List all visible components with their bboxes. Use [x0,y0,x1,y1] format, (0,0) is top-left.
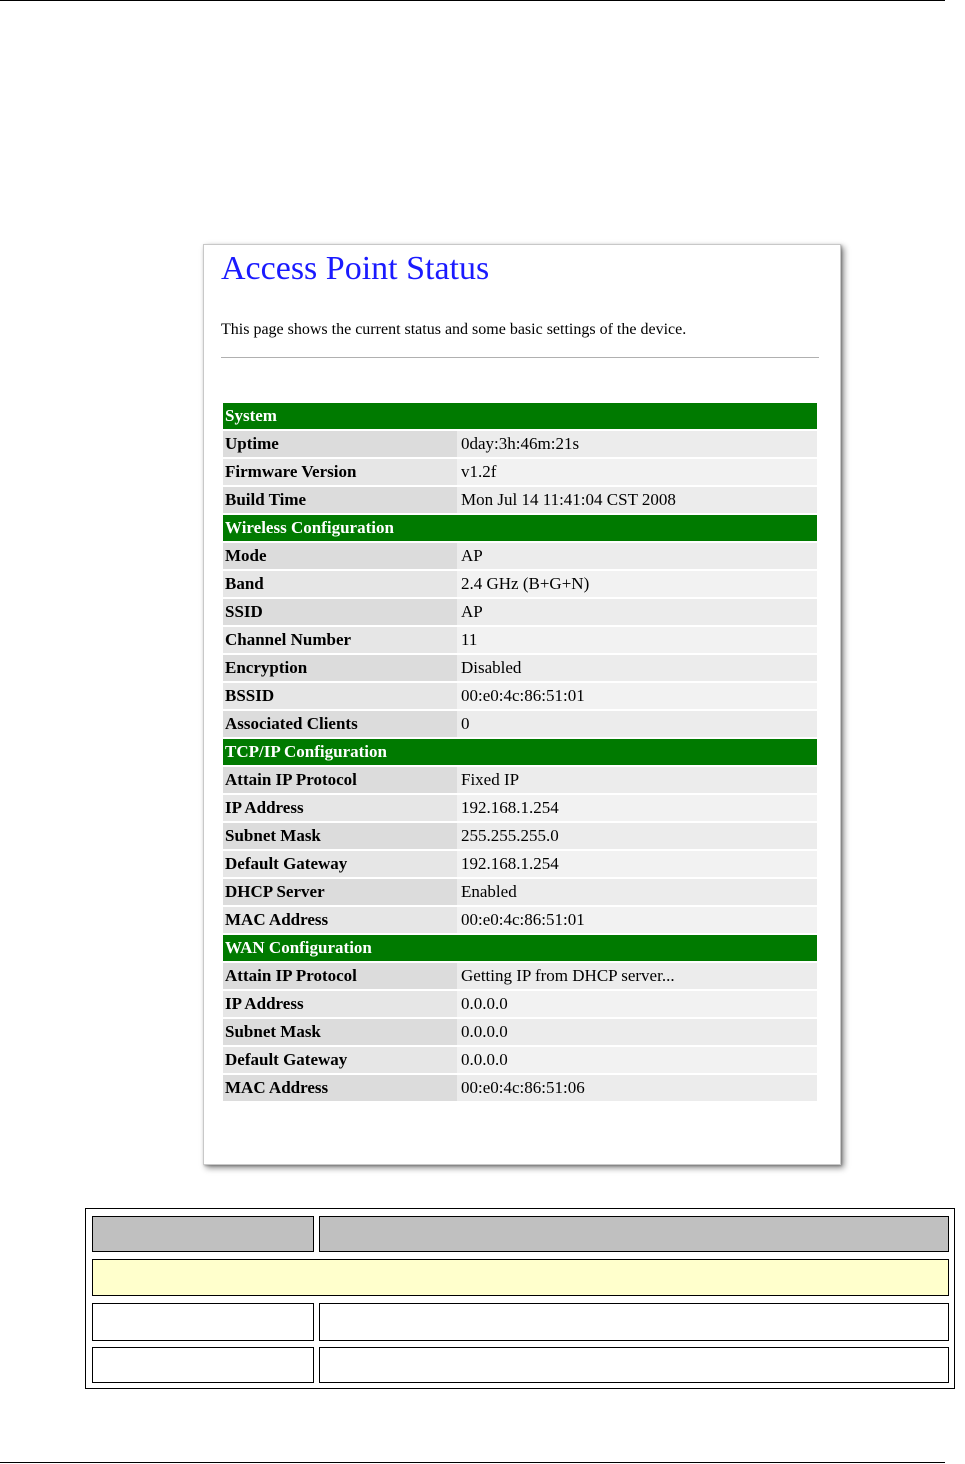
row-value: 2.4 GHz (B+G+N) [457,571,817,597]
row-value: 00:e0:4c:86:51:01 [457,683,817,709]
row-label: BSSID [223,683,457,709]
table-header-cell-2 [319,1216,949,1252]
row-value: 00:e0:4c:86:51:01 [457,907,817,933]
row-label: MAC Address [223,1075,457,1101]
section-header [223,935,817,961]
row-label: Channel Number [223,627,457,653]
row-label: Attain IP Protocol [223,963,457,989]
row-label: IP Address [223,795,457,821]
row-value: AP [457,599,817,625]
row-label: IP Address [223,991,457,1017]
table-row [223,851,817,877]
row-value: Enabled [457,879,817,905]
row-value: 0.0.0.0 [457,1047,817,1073]
table-row [223,991,817,1017]
screenshot-panel [203,244,841,1165]
row-value: Mon Jul 14 11:41:04 CST 2008 [457,487,817,513]
row-value: 0.0.0.0 [457,991,817,1017]
table-cell [92,1303,314,1341]
row-label: Default Gateway [223,1047,457,1073]
row-value: 0day:3h:46m:21s [457,431,817,457]
row-label: Associated Clients [223,711,457,737]
page-description: This page shows the current status and some basic settings of the device. [221,321,687,338]
table-header-cell-1 [92,1216,314,1252]
page-footer-rule [0,1462,945,1463]
row-value: 192.168.1.254 [457,795,817,821]
table-row [223,1019,817,1045]
status-table [223,401,817,1103]
row-label: Subnet Mask [223,823,457,849]
row-label: Band [223,571,457,597]
row-label: Subnet Mask [223,1019,457,1045]
row-label: SSID [223,599,457,625]
row-label: Mode [223,543,457,569]
row-label: Firmware Version [223,459,457,485]
row-value: 255.255.255.0 [457,823,817,849]
table-row [223,599,817,625]
table-row [223,767,817,793]
row-label: Encryption [223,655,457,681]
row-value: 0.0.0.0 [457,1019,817,1045]
document-table [85,1208,955,1389]
table-row [223,879,817,905]
row-label: DHCP Server [223,879,457,905]
table-row [223,543,817,569]
row-label: Uptime [223,431,457,457]
table-row [223,459,817,485]
table-row [223,795,817,821]
table-cell [92,1347,314,1383]
page-header-rule [0,0,945,1]
page-title: Access Point Status [221,250,490,287]
divider [221,357,819,358]
section-title: WAN Configuration [223,935,817,961]
row-value: v1.2f [457,459,817,485]
row-value: 11 [457,627,817,653]
row-value: 00:e0:4c:86:51:06 [457,1075,817,1101]
section-title: TCP/IP Configuration [223,739,817,765]
section-header [223,403,817,429]
table-row [223,1075,817,1101]
table-note-row [92,1259,949,1296]
table-cell [319,1303,949,1341]
table-row [223,431,817,457]
section-header [223,515,817,541]
table-row [223,655,817,681]
row-value: 192.168.1.254 [457,851,817,877]
table-row [223,823,817,849]
row-label: Build Time [223,487,457,513]
section-title: System [223,403,817,429]
table-row [223,711,817,737]
table-row [223,487,817,513]
table-cell [319,1347,949,1383]
row-label: Default Gateway [223,851,457,877]
table-row [223,907,817,933]
section-title: Wireless Configuration [223,515,817,541]
table-row [223,1047,817,1073]
section-header [223,739,817,765]
table-row [223,963,817,989]
row-value: 0 [457,711,817,737]
row-value: Fixed IP [457,767,817,793]
row-label: MAC Address [223,907,457,933]
table-row [223,627,817,653]
row-value: Getting IP from DHCP server... [457,963,817,989]
row-label: Attain IP Protocol [223,767,457,793]
table-row [223,571,817,597]
table-row [223,683,817,709]
row-value: AP [457,543,817,569]
row-value: Disabled [457,655,817,681]
